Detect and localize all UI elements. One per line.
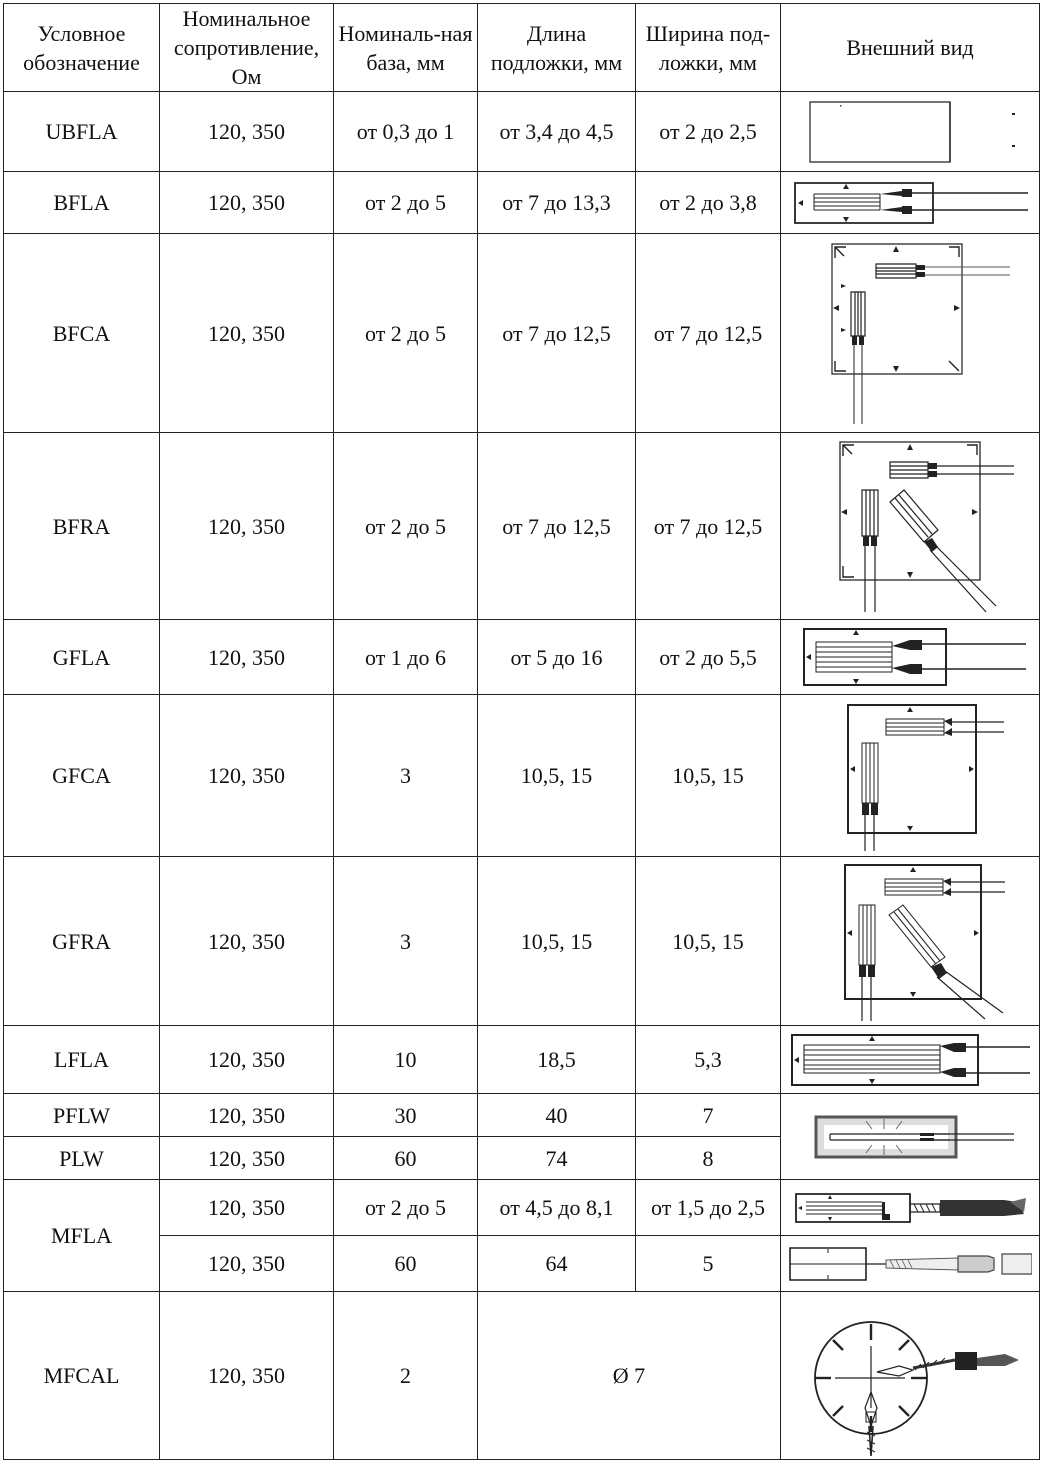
cell-code: MFLA xyxy=(4,1180,160,1292)
table-row xyxy=(4,1026,1040,1094)
gfca-rosette-icon xyxy=(810,701,1010,851)
cell-code: LFLA xyxy=(4,1026,160,1094)
cell-width: от 2 до 2,5 xyxy=(636,92,781,172)
header-base: Номиналь-ная база, мм xyxy=(334,4,478,92)
cell-resistance: 120, 350 xyxy=(160,857,334,1026)
table-row xyxy=(4,172,1040,234)
cell-resistance: 120, 350 xyxy=(160,433,334,620)
cell-base: 60 xyxy=(334,1137,478,1180)
table-row xyxy=(4,1236,1040,1292)
cell-code: PFLW xyxy=(4,1094,160,1137)
cell-base: от 2 до 5 xyxy=(334,172,478,234)
header-resistance: Номинальное сопротивление, Ом xyxy=(160,4,334,92)
cell-length: 18,5 xyxy=(478,1026,636,1094)
cell-base: от 2 до 5 xyxy=(334,1180,478,1236)
pflw-gauge-icon xyxy=(800,1107,1020,1167)
cell-appearance xyxy=(781,1094,1040,1180)
cell-resistance: 120, 350 xyxy=(160,1236,334,1292)
bfra-rosette-icon xyxy=(800,438,1020,614)
cell-appearance xyxy=(781,433,1040,620)
cell-code: PLW xyxy=(4,1137,160,1180)
table-row xyxy=(4,620,1040,695)
cell-appearance xyxy=(781,1292,1040,1460)
cell-appearance xyxy=(781,1180,1040,1236)
header-length: Длина подложки, мм xyxy=(478,4,636,92)
table-row xyxy=(4,1292,1040,1460)
cell-length: от 4,5 до 8,1 xyxy=(478,1180,636,1236)
mfcal-round-gauge-icon xyxy=(795,1296,1025,1456)
cell-appearance xyxy=(781,1026,1040,1094)
gfra-rosette-icon xyxy=(805,861,1015,1021)
cell-length: от 7 до 13,3 xyxy=(478,172,636,234)
cell-length: от 7 до 12,5 xyxy=(478,234,636,433)
spec-table-wrapper xyxy=(3,3,1040,1460)
cell-resistance: 120, 350 xyxy=(160,1292,334,1460)
cell-width: 8 xyxy=(636,1137,781,1180)
bfca-rosette-icon xyxy=(810,240,1010,426)
cell-appearance xyxy=(781,857,1040,1026)
cell-appearance xyxy=(781,620,1040,695)
cell-base: 3 xyxy=(334,695,478,857)
cell-width: от 1,5 до 2,5 xyxy=(636,1180,781,1236)
cell-length: 10,5, 15 xyxy=(478,857,636,1026)
cell-resistance: 120, 350 xyxy=(160,92,334,172)
cell-code: GFLA xyxy=(4,620,160,695)
cell-code: BFRA xyxy=(4,433,160,620)
cell-length: 74 xyxy=(478,1137,636,1180)
cell-resistance: 120, 350 xyxy=(160,172,334,234)
cell-length: 40 xyxy=(478,1094,636,1137)
header-row xyxy=(4,4,1040,92)
cell-base: 30 xyxy=(334,1094,478,1137)
cell-resistance: 120, 350 xyxy=(160,1094,334,1137)
cell-length: от 5 до 16 xyxy=(478,620,636,695)
cell-width: от 7 до 12,5 xyxy=(636,433,781,620)
ubfla-gauge-icon xyxy=(790,97,1030,167)
header-appearance: Внешний вид xyxy=(781,4,1040,92)
cell-width: от 2 до 3,8 xyxy=(636,172,781,234)
cell-width: 5 xyxy=(636,1236,781,1292)
cell-length: 64 xyxy=(478,1236,636,1292)
cell-base: 10 xyxy=(334,1026,478,1094)
cell-code: BFCA xyxy=(4,234,160,433)
cell-width: от 7 до 12,5 xyxy=(636,234,781,433)
cell-width: 5,3 xyxy=(636,1026,781,1094)
gfla-gauge-icon xyxy=(790,624,1030,690)
cell-width: от 2 до 5,5 xyxy=(636,620,781,695)
table-row xyxy=(4,234,1040,433)
cell-length: 10,5, 15 xyxy=(478,695,636,857)
cell-resistance: 120, 350 xyxy=(160,620,334,695)
cell-base: от 1 до 6 xyxy=(334,620,478,695)
cell-appearance xyxy=(781,695,1040,857)
table-row xyxy=(4,695,1040,857)
bfla-gauge-icon xyxy=(790,177,1030,229)
cell-width: 7 xyxy=(636,1094,781,1137)
table-row xyxy=(4,92,1040,172)
cell-base: от 0,3 до 1 xyxy=(334,92,478,172)
cell-width: 10,5, 15 xyxy=(636,695,781,857)
mfla-long-gauge-icon xyxy=(788,1244,1032,1284)
cell-resistance: 120, 350 xyxy=(160,1137,334,1180)
strain-gauge-spec-table xyxy=(3,3,1040,1460)
cell-base: от 2 до 5 xyxy=(334,433,478,620)
cell-code: BFLA xyxy=(4,172,160,234)
cell-resistance: 120, 350 xyxy=(160,1026,334,1094)
cell-base: 60 xyxy=(334,1236,478,1292)
cell-code: GFCA xyxy=(4,695,160,857)
header-designation: Условное обозначение xyxy=(4,4,160,92)
cell-length: от 7 до 12,5 xyxy=(478,433,636,620)
cell-code: UBFLA xyxy=(4,92,160,172)
cell-base: 2 xyxy=(334,1292,478,1460)
cell-appearance xyxy=(781,92,1040,172)
table-row xyxy=(4,433,1040,620)
lfla-gauge-icon xyxy=(788,1030,1032,1090)
header-width: Ширина под-ложки, мм xyxy=(636,4,781,92)
cell-base: 3 xyxy=(334,857,478,1026)
cell-resistance: 120, 350 xyxy=(160,695,334,857)
table-row xyxy=(4,1180,1040,1236)
cell-appearance xyxy=(781,234,1040,433)
cell-code: MFCAL xyxy=(4,1292,160,1460)
cell-diameter: Ø 7 xyxy=(478,1292,781,1460)
cell-resistance: 120, 350 xyxy=(160,1180,334,1236)
cell-width: 10,5, 15 xyxy=(636,857,781,1026)
cell-resistance: 120, 350 xyxy=(160,234,334,433)
table-row xyxy=(4,857,1040,1026)
cell-code: GFRA xyxy=(4,857,160,1026)
cell-appearance xyxy=(781,1236,1040,1292)
mfla-gauge-icon xyxy=(790,1188,1030,1228)
cell-appearance xyxy=(781,172,1040,234)
cell-length: от 3,4 до 4,5 xyxy=(478,92,636,172)
table-row xyxy=(4,1094,1040,1137)
cell-base: от 2 до 5 xyxy=(334,234,478,433)
